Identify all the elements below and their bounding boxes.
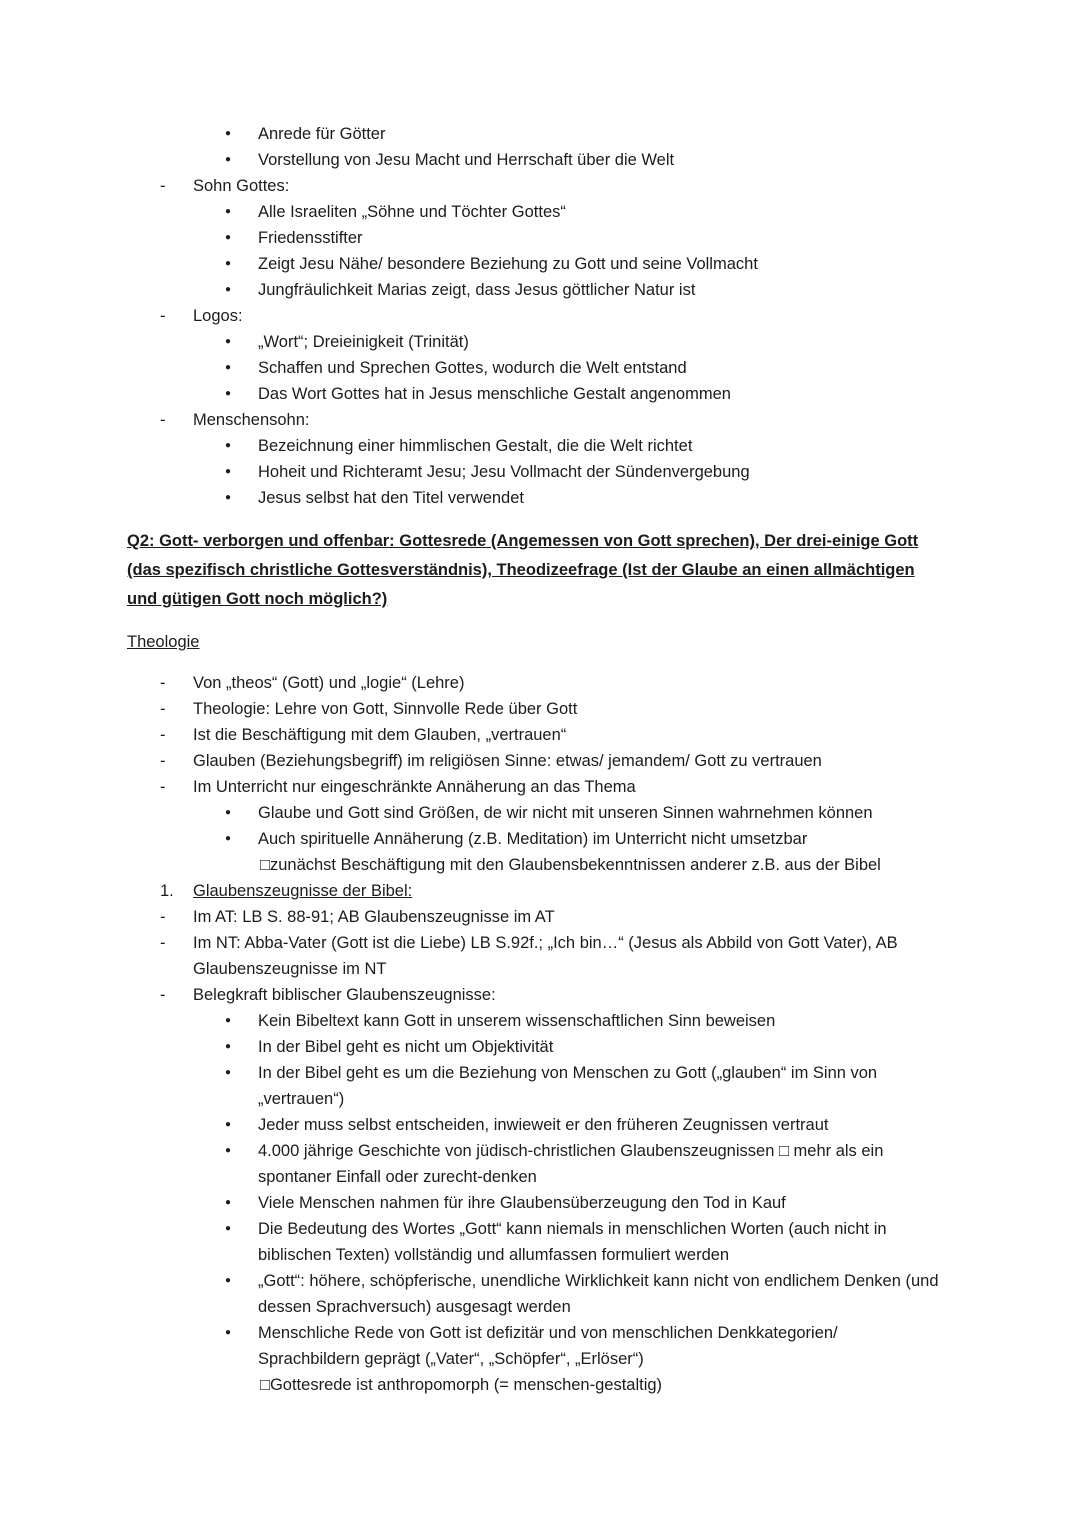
item-text: □Gottesrede ist anthropomorph (= menschen-gestaltig)	[260, 1376, 663, 1394]
section-heading	[127, 527, 942, 614]
bullet-list-item	[127, 1216, 942, 1268]
dash-list-item	[127, 696, 942, 722]
item-text: Logos:	[193, 307, 243, 325]
dash-icon: -	[160, 986, 166, 1004]
bullet-icon: ●	[225, 833, 232, 844]
numbered-list-item	[127, 878, 942, 904]
item-text: Zeigt Jesu Nähe/ besondere Beziehung zu Gott und seine Vollmacht	[258, 255, 758, 273]
dash-icon: -	[160, 934, 166, 952]
number-label: 1.	[160, 882, 174, 900]
item-text: Ist die Beschäftigung mit dem Glauben, „vertrauen“	[193, 726, 567, 744]
bullet-icon: ●	[225, 1197, 232, 1208]
item-text: Von „theos“ (Gott) und „logie“ (Lehre)	[193, 674, 465, 692]
dash-icon: -	[160, 908, 166, 926]
bullet-list-item	[127, 459, 942, 485]
bullet-icon: ●	[225, 1067, 232, 1078]
item-text: Das Wort Gottes hat in Jesus menschliche Gestalt angenommen	[258, 385, 731, 403]
item-text: Belegkraft biblischer Glaubenszeugnisse:	[193, 986, 496, 1004]
bullet-icon: ●	[225, 1015, 232, 1026]
item-text: Anrede für Götter	[258, 125, 386, 143]
bullet-list-item	[127, 433, 942, 459]
bullet-icon: ●	[225, 206, 232, 217]
bullet-list-item	[127, 1268, 942, 1320]
item-text: Glaube und Gott sind Größen, de wir nicht mit unseren Sinnen wahrnehmen können	[258, 804, 873, 822]
bullet-icon: ●	[225, 336, 232, 347]
item-text: Glauben (Beziehungsbegriff) im religiösen Sinne: etwas/ jemandem/ Gott zu vertrauen	[193, 752, 822, 770]
dash-icon: -	[160, 726, 166, 744]
dash-list-item	[127, 407, 942, 433]
dash-icon: -	[160, 177, 166, 195]
bullet-list-item	[127, 1008, 942, 1034]
dash-list-item	[127, 904, 942, 930]
bullet-icon: ●	[225, 466, 232, 477]
item-text: Schaffen und Sprechen Gottes, wodurch die Welt entstand	[258, 359, 687, 377]
item-text: Im AT: LB S. 88-91; AB Glaubenszeugnisse im AT	[193, 908, 555, 926]
item-text: „Gott“: höhere, schöpferische, unendliche Wirklichkeit kann nicht von endlichem Denken (und dessen Sprachversuch) ausgesagt werden	[258, 1272, 939, 1316]
item-text: Q2: Gott- verborgen und offenbar: Gottesrede (Angemessen von Gott sprechen), Der drei-einige Gott (das spezifisch christliche Gottesverständnis), Theodizeefrage (Ist der Glaube an einen allmächtigen und gütigen Gott noch möglich?)	[127, 532, 919, 608]
item-text: Hoheit und Richteramt Jesu; Jesu Vollmacht der Sündenvergebung	[258, 463, 750, 481]
dash-icon: -	[160, 778, 166, 796]
item-text: Alle Israeliten „Söhne und Töchter Gottes“	[258, 203, 566, 221]
dash-icon: -	[160, 307, 166, 325]
document-content	[127, 121, 942, 1398]
bullet-list-item	[127, 381, 942, 407]
item-text: Kein Bibeltext kann Gott in unserem wissenschaftlichen Sinn beweisen	[258, 1012, 776, 1030]
dash-list-item	[127, 774, 942, 800]
item-text: In der Bibel geht es nicht um Objektivität	[258, 1038, 554, 1056]
item-text: Im NT: Abba-Vater (Gott ist die Liebe) LB S.92f.; „Ich bin…“ (Jesus als Abbild von Gott Vater), AB Glaubenszeugnisse im NT	[193, 934, 898, 978]
bullet-icon: ●	[225, 1327, 232, 1338]
bullet-list-item	[127, 1112, 942, 1138]
bullet-list-item	[127, 121, 942, 147]
bullet-list-item	[127, 1034, 942, 1060]
bullet-list-item	[127, 1320, 942, 1372]
bullet-list-item	[127, 485, 942, 511]
item-text: Jungfräulichkeit Marias zeigt, dass Jesus göttlicher Natur ist	[258, 281, 696, 299]
dash-list-item	[127, 173, 942, 199]
bullet-list-item	[127, 251, 942, 277]
bullet-icon: ●	[225, 1041, 232, 1052]
bullet-icon: ●	[225, 440, 232, 451]
dash-list-item	[127, 982, 942, 1008]
item-text: Vorstellung von Jesu Macht und Herrschaft über die Welt	[258, 151, 675, 169]
item-text: Die Bedeutung des Wortes „Gott“ kann niemals in menschlichen Worten (auch nicht in biblischen Texten) vollständig und allumfassen formuliert werden	[258, 1220, 887, 1264]
bullet-icon: ●	[225, 1223, 232, 1234]
subsection-heading	[127, 629, 942, 655]
bullet-list-item	[127, 147, 942, 173]
dash-list-item	[127, 303, 942, 329]
item-text: □zunächst Beschäftigung mit den Glaubensbekenntnissen anderer z.B. aus der Bibel	[260, 856, 881, 874]
item-text: Menschliche Rede von Gott ist defizitär und von menschlichen Denkkategorien/ Sprachbildern geprägt („Vater“, „Schöpfer“, „Erlöser“)	[258, 1324, 838, 1368]
item-text: Theologie: Lehre von Gott, Sinnvolle Rede über Gott	[193, 700, 578, 718]
dash-icon: -	[160, 700, 166, 718]
bullet-list-item	[127, 199, 942, 225]
item-text: Friedensstifter	[258, 229, 363, 247]
dash-list-item	[127, 930, 942, 982]
dash-icon: -	[160, 752, 166, 770]
bullet-list-item	[127, 277, 942, 303]
bullet-icon: ●	[225, 807, 232, 818]
item-text: Glaubenszeugnisse der Bibel:	[193, 882, 413, 900]
bullet-list-item	[127, 1138, 942, 1190]
bullet-list-item	[127, 800, 942, 826]
item-text: 4.000 jährige Geschichte von jüdisch-christlichen Glaubenszeugnissen □ mehr als ein spontaner Einfall oder zurecht-denken	[258, 1142, 884, 1186]
bullet-list-item	[127, 1190, 942, 1216]
bullet-icon: ●	[225, 154, 232, 165]
item-text: Menschensohn:	[193, 411, 310, 429]
bullet-list-item	[127, 826, 942, 852]
dash-list-item	[127, 748, 942, 774]
item-text: In der Bibel geht es um die Beziehung von Menschen zu Gott („glauben“ im Sinn von „vertrauen“)	[258, 1064, 878, 1108]
bullet-icon: ●	[225, 1145, 232, 1156]
bullet-icon: ●	[225, 232, 232, 243]
dash-icon: -	[160, 674, 166, 692]
item-text: Jesus selbst hat den Titel verwendet	[258, 489, 524, 507]
item-text: Jeder muss selbst entscheiden, inwieweit er den früheren Zeugnissen vertraut	[258, 1116, 829, 1134]
bullet-icon: ●	[225, 258, 232, 269]
item-text: Bezeichnung einer himmlischen Gestalt, die die Welt richtet	[258, 437, 693, 455]
bullet-list-item	[127, 1060, 942, 1112]
note-line	[127, 852, 942, 878]
item-text: Auch spirituelle Annäherung (z.B. Meditation) im Unterricht nicht umsetzbar	[258, 830, 808, 848]
bullet-list-item	[127, 329, 942, 355]
bullet-icon: ●	[225, 388, 232, 399]
bullet-list-item	[127, 355, 942, 381]
bullet-icon: ●	[225, 1119, 232, 1130]
bullet-list-item	[127, 225, 942, 251]
dash-icon: -	[160, 411, 166, 429]
dash-list-item	[127, 722, 942, 748]
dash-list-item	[127, 670, 942, 696]
bullet-icon: ●	[225, 492, 232, 503]
item-text: Viele Menschen nahmen für ihre Glaubensüberzeugung den Tod in Kauf	[258, 1194, 786, 1212]
bullet-icon: ●	[225, 128, 232, 139]
item-text: Im Unterricht nur eingeschränkte Annäherung an das Thema	[193, 778, 636, 796]
item-text: Theologie	[127, 633, 200, 651]
bullet-icon: ●	[225, 1275, 232, 1286]
note-line	[127, 1372, 942, 1398]
item-text: „Wort“; Dreieinigkeit (Trinität)	[258, 333, 469, 351]
bullet-icon: ●	[225, 362, 232, 373]
bullet-icon: ●	[225, 284, 232, 295]
item-text: Sohn Gottes:	[193, 177, 290, 195]
